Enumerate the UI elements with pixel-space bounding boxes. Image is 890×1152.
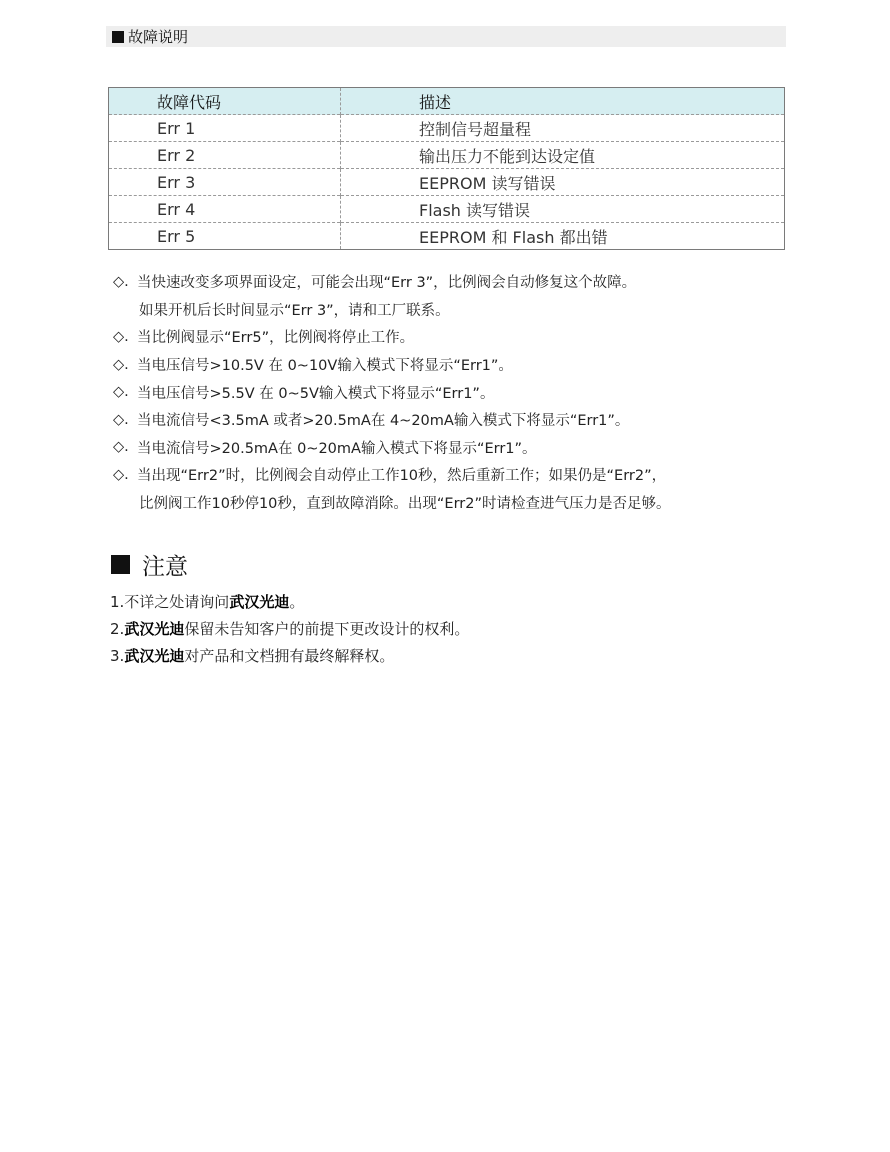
note-text: 当快速改变多项界面设定，可能会出现“Err 3”，比例阀会自动修复这个故障。 (137, 275, 637, 292)
diamond-bullet-icon: ◇. (113, 439, 129, 456)
attention-item (110, 642, 469, 669)
note-text: 当电压信号>10.5V 在 0~10V输入模式下将显示“Err1”。 (137, 358, 513, 375)
attention-header (111, 548, 188, 581)
fault-code-cell: Err 1 (109, 115, 341, 142)
fault-desc-cell: 控制信号超量程 (341, 115, 785, 142)
diamond-bullet-icon: ◇. (113, 273, 129, 290)
note-text: 当电流信号>20.5mA在 0~20mA输入模式下将显示“Err1”。 (137, 440, 537, 457)
note-text: 当电压信号>5.5V 在 0~5V输入模式下将显示“Err1”。 (137, 385, 495, 402)
fault-code-cell: Err 5 (109, 223, 341, 250)
note-line (113, 378, 813, 406)
fault-desc-cell: 输出压力不能到达设定值 (341, 142, 785, 169)
note-line (113, 406, 813, 434)
note-text: 如果开机后长时间显示“Err 3”，请和工厂联系。 (139, 302, 450, 319)
table-row (109, 223, 785, 250)
note-line (113, 323, 813, 351)
note-text: 当出现“Err2”时，比例阀会自动停止工作10秒，然后重新工作；如果仍是“Err2”， (137, 468, 667, 485)
note-line (113, 268, 813, 296)
note-line (113, 434, 813, 462)
brand-name: 武汉光迪 (229, 593, 290, 611)
fault-code-cell: Err 2 (109, 142, 341, 169)
fault-code-cell: Err 3 (109, 169, 341, 196)
note-line-continuation (113, 489, 813, 517)
diamond-bullet-icon: ◇. (113, 356, 129, 373)
diamond-bullet-icon: ◇. (113, 466, 129, 483)
note-line-continuation (113, 296, 813, 324)
fault-notes (113, 268, 813, 516)
brand-name: 武汉光迪 (124, 620, 185, 638)
header-fault-code: 故障代码 (109, 88, 341, 115)
fault-desc-cell: Flash 读写错误 (341, 196, 785, 223)
brand-name: 武汉光迪 (124, 647, 185, 665)
attention-item-suffix: 对产品和文档拥有最终解释权。 (184, 647, 395, 665)
table-row (109, 169, 785, 196)
square-bullet-icon (112, 31, 124, 43)
attention-item-prefix: 1.不详之处请询问 (110, 593, 230, 611)
fault-desc-cell: EEPROM 和 Flash 都出错 (341, 223, 785, 250)
fault-code-cell: Err 4 (109, 196, 341, 223)
header-description: 描述 (341, 88, 785, 115)
attention-item-suffix: 保留未告知客户的前提下更改设计的权利。 (184, 620, 470, 638)
table-row (109, 196, 785, 223)
attention-item (110, 615, 469, 642)
table-row (109, 142, 785, 169)
diamond-bullet-icon: ◇. (113, 411, 129, 428)
attention-item-prefix: 3. (110, 646, 125, 665)
note-text: 当电流信号<3.5mA 或者>20.5mA在 4~20mA输入模式下将显示“Err1”。 (137, 413, 630, 430)
attention-item-suffix: 。 (289, 593, 305, 611)
diamond-bullet-icon: ◇. (113, 384, 129, 401)
attention-list (110, 588, 469, 669)
attention-item (110, 588, 469, 615)
fault-code-table (108, 87, 785, 250)
section-title: 故障说明 (128, 28, 189, 46)
diamond-bullet-icon: ◇. (113, 328, 129, 345)
attention-title: 注意 (142, 554, 188, 580)
note-line (113, 461, 813, 489)
table-row (109, 115, 785, 142)
note-text: 比例阀工作10秒停10秒，直到故障消除。出现“Err2”时请检查进气压力是否足够。 (139, 496, 671, 513)
note-line (113, 351, 813, 379)
square-bullet-icon (111, 555, 130, 574)
table-header-row (109, 88, 785, 115)
fault-desc-cell: EEPROM 读写错误 (341, 169, 785, 196)
note-text: 当比例阀显示“Err5”，比例阀将停止工作。 (137, 330, 415, 347)
section-header-fault-description (106, 26, 786, 47)
attention-item-prefix: 2. (110, 619, 125, 638)
